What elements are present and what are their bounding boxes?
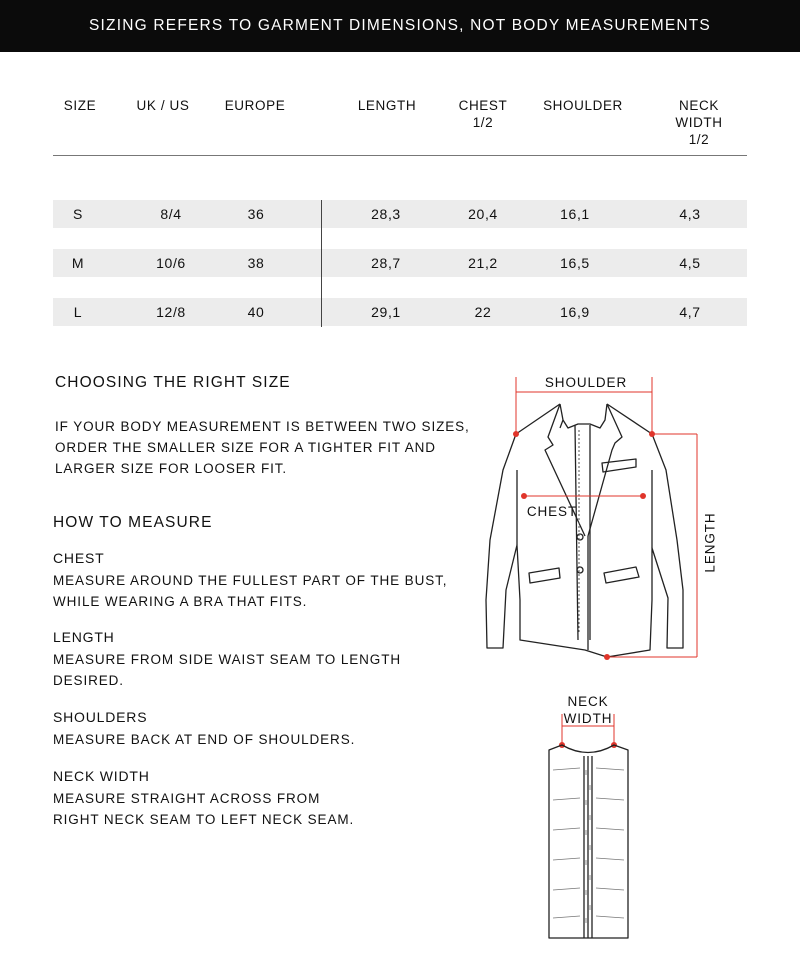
chest-heading: CHEST (53, 550, 105, 566)
choosing-line: LARGER SIZE FOR LOOSER FIT. (55, 461, 288, 476)
chest-line: WHILE WEARING A BRA THAT FITS. (53, 594, 308, 609)
cell-length: 29,1 (371, 304, 401, 320)
choosing-line: IF YOUR BODY MEASUREMENT IS BETWEEN TWO SIZES, (55, 419, 470, 434)
cell-chest: 22 (474, 304, 492, 320)
cell-neck-width: 4,3 (679, 206, 701, 222)
cell-uk-us: 8/4 (160, 206, 182, 222)
shoulders-heading: SHOULDERS (53, 709, 148, 725)
chest-line: MEASURE AROUND THE FULLEST PART OF THE BUST, (53, 573, 448, 588)
banner-text: SIZING REFERS TO GARMENT DIMENSIONS, NOT BODY MEASUREMENTS (89, 17, 711, 34)
length-label: LENGTH (702, 512, 718, 573)
length-line: MEASURE FROM SIDE WAIST SEAM TO LENGTH (53, 652, 401, 667)
col-header-size: SIZE (63, 98, 97, 113)
neck-width-line: MEASURE STRAIGHT ACROSS FROM (53, 791, 321, 806)
column-divider (321, 200, 322, 327)
cell-length: 28,3 (371, 206, 401, 222)
cell-uk-us: 12/8 (156, 304, 186, 320)
header-rule (53, 155, 747, 156)
cell-size: S (73, 206, 83, 222)
table-row (53, 200, 747, 228)
cell-shoulder: 16,5 (560, 255, 590, 271)
cell-chest: 21,2 (468, 255, 498, 271)
col-header-europe: EUROPE (224, 98, 286, 113)
col-header-uk-us: UK / US (136, 98, 190, 113)
cell-europe: 36 (247, 206, 265, 222)
cell-neck-width: 4,5 (679, 255, 701, 271)
cell-chest: 20,4 (468, 206, 498, 222)
width-label: WIDTH (563, 711, 613, 726)
vest-illustration (537, 712, 647, 948)
chest-label: CHEST (526, 504, 578, 519)
cell-europe: 38 (247, 255, 265, 271)
top-banner (0, 0, 800, 52)
shoulder-label: SHOULDER (544, 375, 628, 390)
choosing-line: ORDER THE SMALLER SIZE FOR A TIGHTER FIT AND (55, 440, 436, 455)
how-to-measure-title: HOW TO MEASURE (53, 514, 213, 531)
choosing-title: CHOOSING THE RIGHT SIZE (55, 374, 291, 391)
table-row (53, 298, 747, 326)
neck-width-heading: NECK WIDTH (53, 768, 150, 784)
neck-width-line: RIGHT NECK SEAM TO LEFT NECK SEAM. (53, 812, 355, 827)
cell-europe: 40 (247, 304, 265, 320)
cell-uk-us: 10/6 (156, 255, 186, 271)
col-header-neck-width: NECK WIDTH 1/2 (675, 98, 723, 147)
neck-label: NECK (567, 694, 609, 709)
blazer-illustration (470, 372, 700, 662)
cell-size: M (71, 255, 85, 271)
shoulders-line: MEASURE BACK AT END OF SHOULDERS. (53, 732, 356, 747)
length-line: DESIRED. (53, 673, 124, 688)
col-header-chest: CHEST 1/2 (458, 98, 508, 130)
length-heading: LENGTH (53, 629, 115, 645)
cell-neck-width: 4,7 (679, 304, 701, 320)
cell-shoulder: 16,1 (560, 206, 590, 222)
cell-size: L (73, 304, 83, 320)
col-header-length: LENGTH (357, 98, 417, 113)
cell-shoulder: 16,9 (560, 304, 590, 320)
cell-length: 28,7 (371, 255, 401, 271)
table-row (53, 249, 747, 277)
col-header-shoulder: SHOULDER (543, 98, 623, 113)
